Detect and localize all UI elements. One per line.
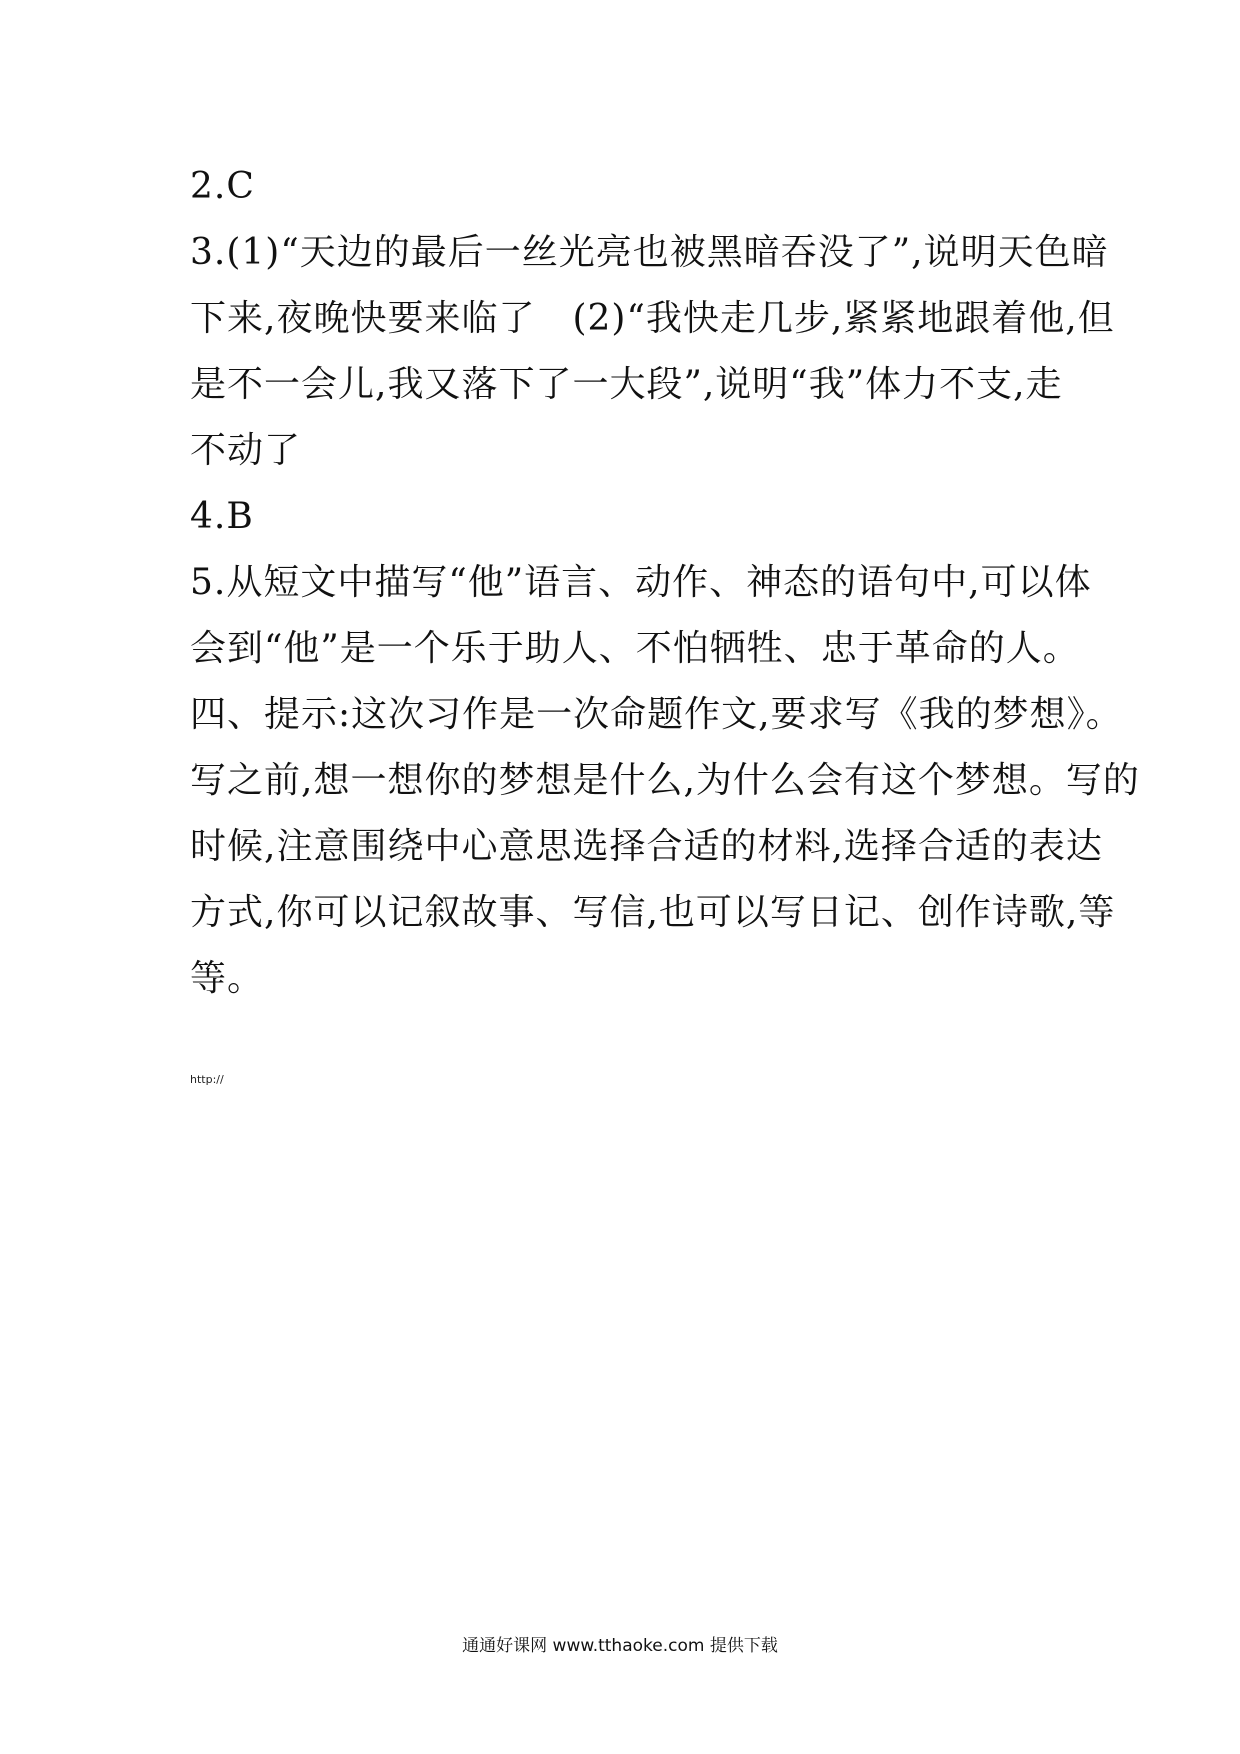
answer-line: 5.从短文中描写“他”语言、动作、神态的语句中,可以体	[190, 562, 1092, 603]
answer-line: 2.C	[190, 166, 255, 207]
answer-line: 方式,你可以记叙故事、写信,也可以写日记、创作诗歌,等	[190, 892, 1116, 933]
answer-line: 写之前,想一想你的梦想是什么,为什么会有这个梦想。写的	[190, 760, 1140, 801]
answer-line: 不动了	[190, 430, 302, 471]
page-footer: 通通好课网 www.tthaoke.com 提供下载	[462, 1636, 778, 1656]
answer-line: 是不一会儿,我又落下了一大段”,说明“我”体力不支,走	[190, 364, 1063, 405]
answer-line: 4.B	[190, 496, 254, 537]
answer-line: 四、提示:这次习作是一次命题作文,要求写《我的梦想》。	[190, 694, 1123, 735]
url-text: http://	[190, 1073, 224, 1086]
answer-line: 会到“他”是一个乐于助人、不怕牺牲、忠于革命的人。	[190, 628, 1080, 669]
answer-line: 等。	[190, 958, 265, 999]
answer-line: 时候,注意围绕中心意思选择合适的材料,选择合适的表达	[190, 826, 1103, 867]
answer-content	[190, 154, 1140, 1012]
answer-line: 3.(1)“天边的最后一丝光亮也被黑暗吞没了”,说明天色暗	[190, 232, 1109, 273]
answer-line: 下来,夜晚快要来临了 (2)“我快走几步,紧紧地跟着他,但	[190, 298, 1115, 339]
